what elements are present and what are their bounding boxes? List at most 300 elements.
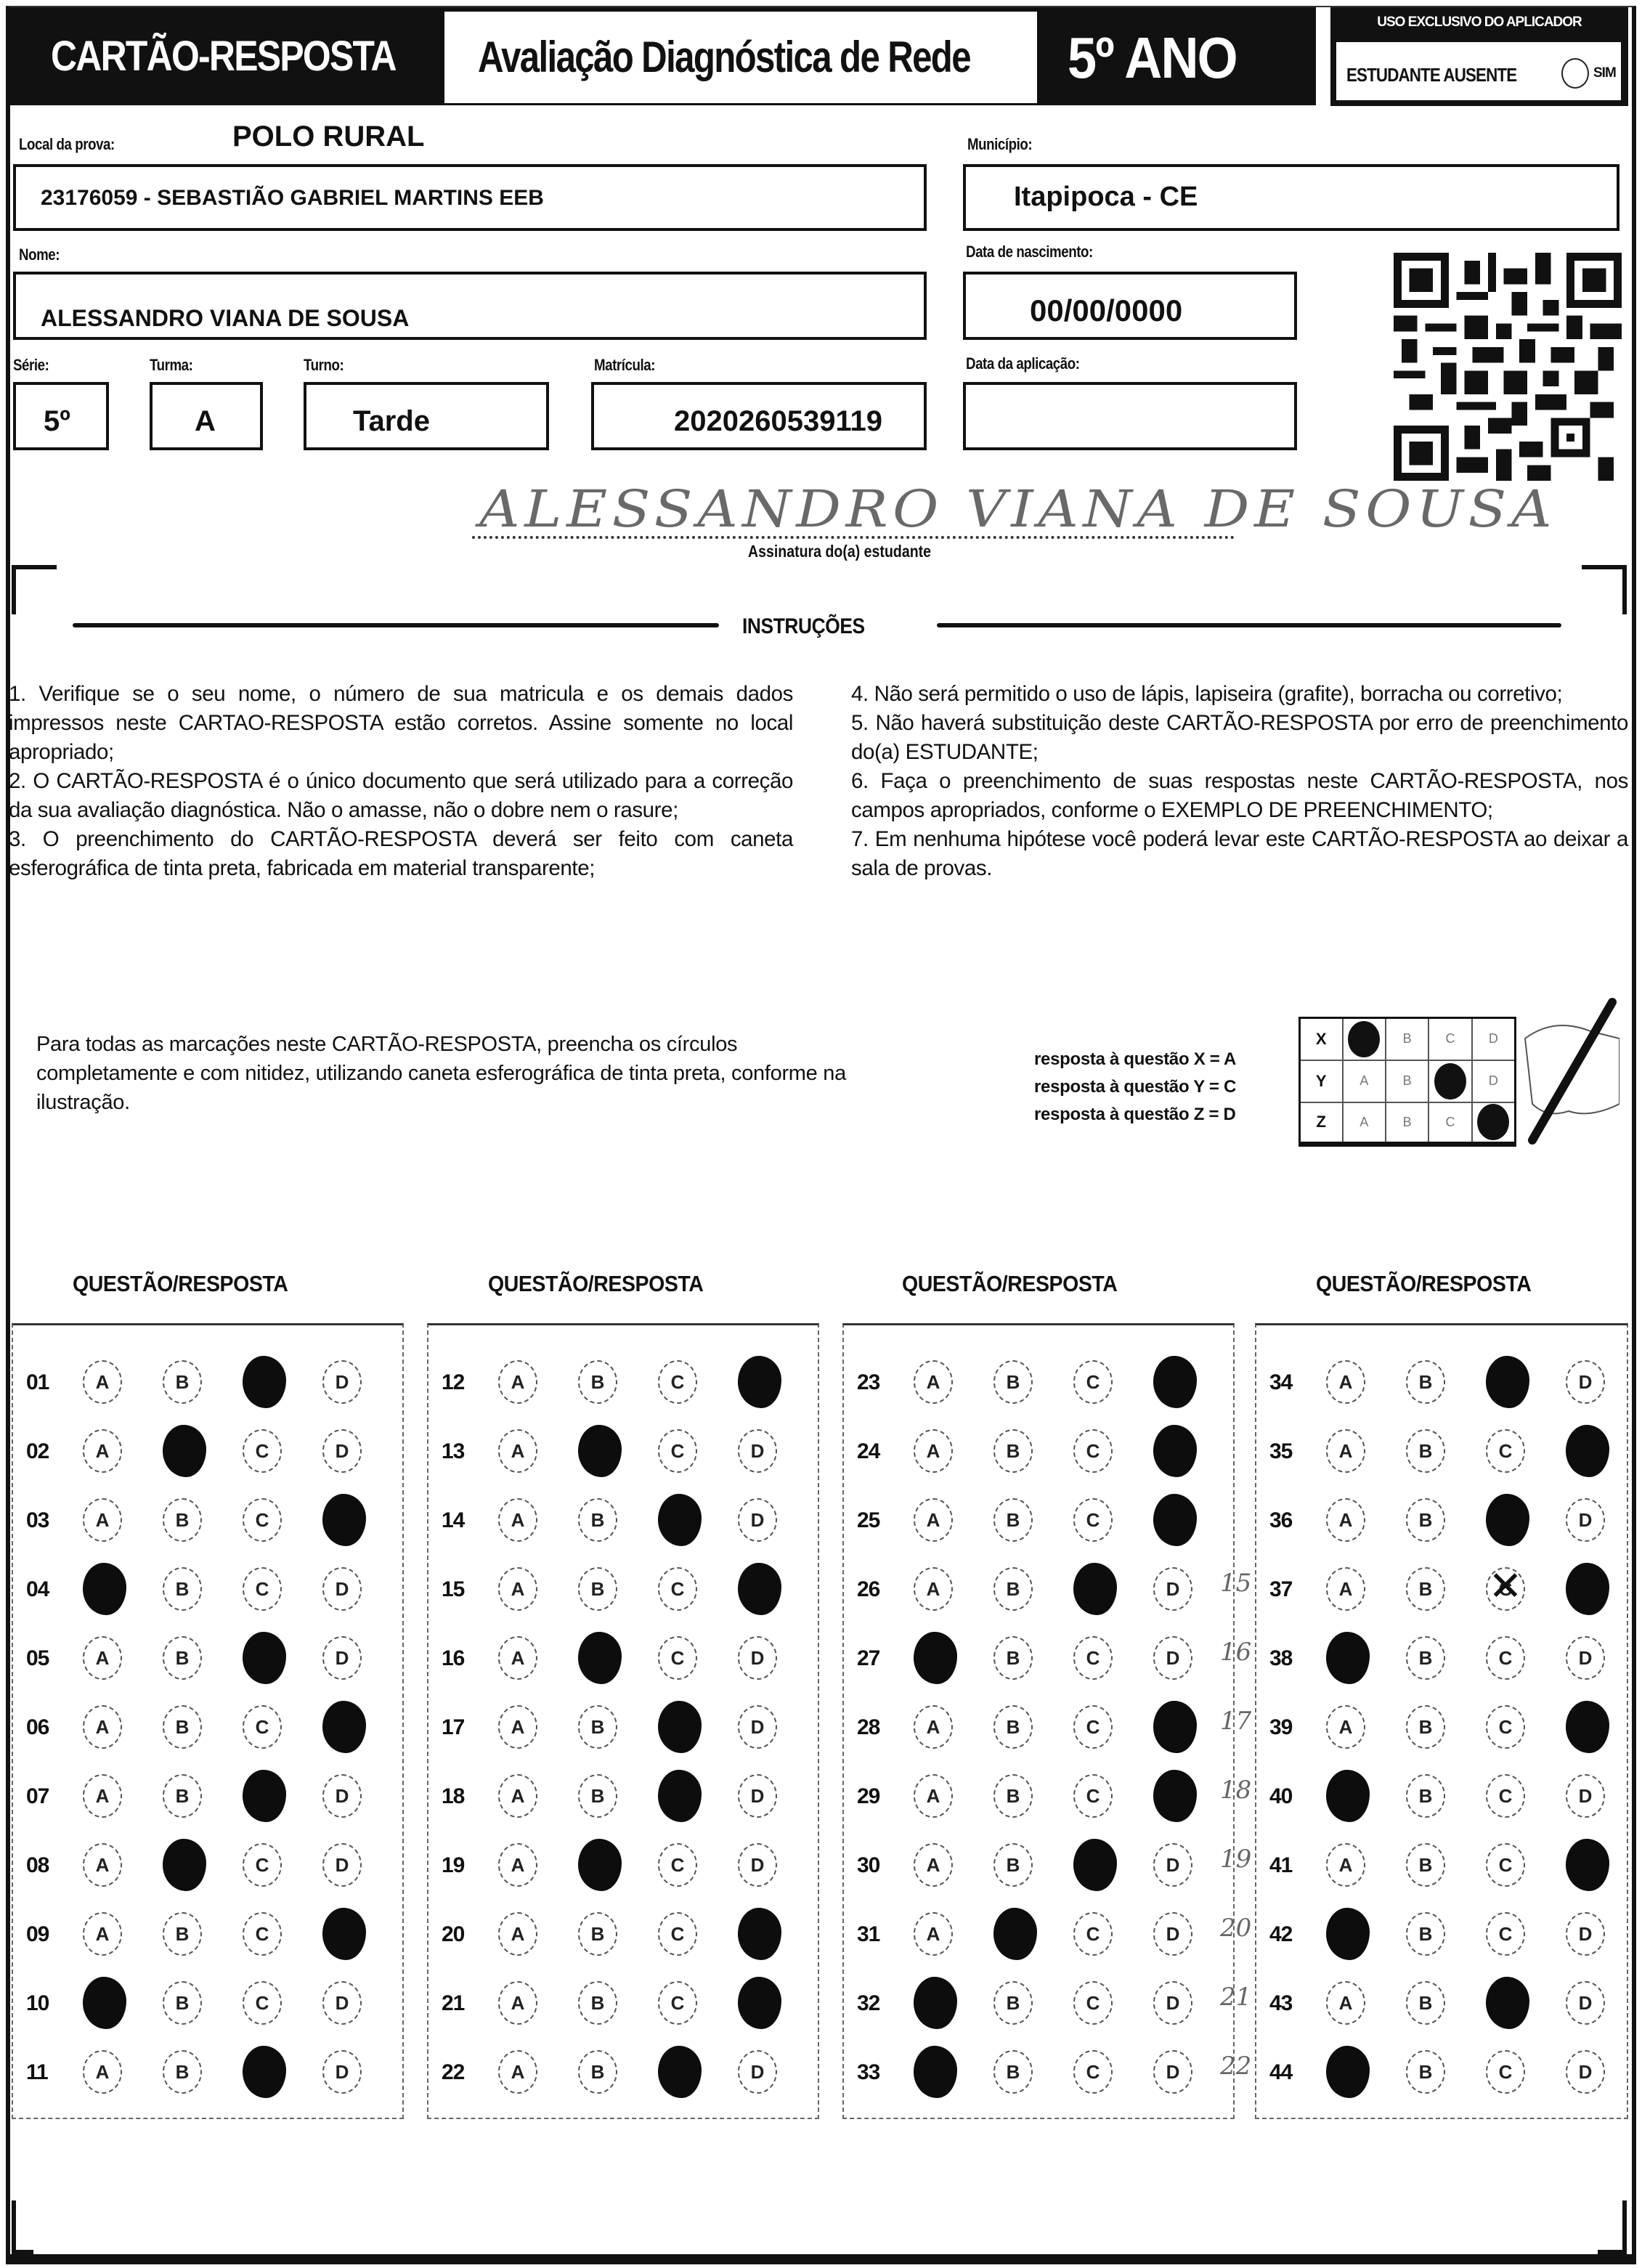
bubble-option-d[interactable]: D <box>1566 2050 1605 2094</box>
instruction-6: 6. Faça o preenchimento de suas respostas neste CARTÃO-RESPOSTA, nos campos apropriados, conforme o EXEMPLO DE PREENCHIMENTO; <box>851 769 1628 822</box>
bubble-option-c[interactable]: C <box>1073 1498 1113 1542</box>
question-row <box>844 1353 1233 1411</box>
question-row <box>844 1560 1233 1618</box>
bubble-option-d[interactable]: D <box>738 1774 777 1818</box>
bubble-option-c[interactable]: C <box>1073 1636 1113 1680</box>
bubble-option-a[interactable]: A <box>83 1843 122 1887</box>
bubble-option-c[interactable]: C <box>243 1981 282 2025</box>
question-number: 32 <box>857 1991 880 2015</box>
bubble-option-c[interactable]: C <box>1073 1705 1113 1749</box>
bubble-option-b[interactable]: B <box>163 1981 202 2025</box>
bubble-option-b[interactable]: B <box>163 1774 202 1818</box>
bubble-option-a[interactable]: A <box>914 1843 953 1887</box>
aplicacao-label: Data da aplicação: <box>966 354 1080 373</box>
bubble-option-b[interactable]: B <box>1406 1498 1445 1542</box>
bubble-option-c[interactable]: C <box>658 1360 697 1404</box>
bubble-option-a[interactable]: A <box>1326 1429 1365 1473</box>
bubble-filled-c[interactable] <box>1486 1494 1529 1546</box>
bubble-filled-c[interactable] <box>243 1770 286 1822</box>
bubble-filled-d[interactable] <box>1566 1425 1609 1477</box>
bubble-option-d[interactable]: D <box>1153 1567 1192 1611</box>
bubble-option-b[interactable]: B <box>578 1774 617 1818</box>
qr-code-icon <box>1393 253 1622 481</box>
bubble-filled-b[interactable] <box>578 1425 622 1477</box>
question-row <box>1256 1353 1627 1411</box>
bubble-option-a[interactable]: A <box>83 1360 122 1404</box>
bubble-option-b[interactable]: B <box>993 1498 1033 1542</box>
question-number: 29 <box>857 1784 880 1808</box>
bubble-option-d[interactable]: D <box>1566 1498 1605 1542</box>
question-number: 01 <box>26 1370 49 1394</box>
question-number: 15 <box>442 1577 465 1601</box>
bubble-option-d[interactable]: D <box>322 1360 362 1404</box>
bubble-option-a[interactable]: A <box>914 1912 953 1956</box>
handwritten-margin-note: 21 <box>1220 1983 1252 2012</box>
bubble-option-a[interactable]: A <box>498 1567 537 1611</box>
bubble-filled-d[interactable] <box>322 1494 366 1546</box>
question-row <box>1256 1698 1627 1756</box>
question-number: 27 <box>857 1646 880 1670</box>
bubble-option-d[interactable]: D <box>322 2050 362 2094</box>
bubble-option-d[interactable]: D <box>1566 1981 1605 2025</box>
bubble-option-c[interactable]: C <box>1486 1705 1525 1749</box>
question-row <box>428 1767 818 1825</box>
bubble-filled-d[interactable] <box>1566 1839 1609 1891</box>
example-option: C <box>1428 1102 1472 1145</box>
absent-label: ESTUDANTE AUSENTE <box>1346 64 1517 86</box>
question-number: 03 <box>26 1508 49 1532</box>
bubble-option-a[interactable]: A <box>498 1774 537 1818</box>
matricula-label: Matrícula: <box>594 356 656 374</box>
bubble-filled-a[interactable] <box>1326 1632 1370 1684</box>
bubble-option-d[interactable]: D <box>738 1843 777 1887</box>
bubble-option-b[interactable]: B <box>163 1636 202 1680</box>
nascimento-field[interactable] <box>963 272 1297 340</box>
card-title: CARTÃO-RESPOSTA <box>51 33 396 80</box>
school-field[interactable] <box>13 164 927 231</box>
bubble-option-a[interactable]: A <box>498 1843 537 1887</box>
question-row <box>1256 1905 1627 1963</box>
bubble-filled-d[interactable] <box>322 1701 366 1753</box>
bubble-option-d[interactable]: D <box>1566 1360 1605 1404</box>
instruction-4: 4. Não será permitido o uso de lápis, lapiseira (grafite), borracha ou corretivo; <box>851 682 1563 706</box>
bubble-option-d[interactable]: D <box>1153 1981 1192 2025</box>
bubble-option-b[interactable]: B <box>1406 1705 1445 1749</box>
instruction-5: 5. Não haverá substituição deste CARTÃO-RESPOSTA por erro de preenchimento do(a) ESTUDANTE; <box>851 711 1628 764</box>
bubble-option-c[interactable]: C <box>1486 1912 1525 1956</box>
bubble-option-c[interactable]: C <box>1073 1774 1113 1818</box>
question-number: 31 <box>857 1922 880 1946</box>
bubble-option-b[interactable]: B <box>1406 1843 1445 1887</box>
question-row <box>13 1353 402 1411</box>
bubble-option-c[interactable]: C <box>1073 1981 1113 2025</box>
example-row <box>1300 1018 1516 1060</box>
instruction-3: 3. O preenchimento do CARTÃO-RESPOSTA deverá ser feito com caneta esferográfica de tinta preta, fabricada em material transparente; <box>9 827 793 880</box>
instruction-7: 7. Em nenhuma hipótese você poderá levar este CARTÃO-RESPOSTA ao deixar a sala de provas. <box>851 827 1628 880</box>
bubble-option-c[interactable]: C <box>243 1429 282 1473</box>
bubble-option-b[interactable]: B <box>1406 1912 1445 1956</box>
bubble-option-c[interactable]: C <box>1486 1774 1525 1818</box>
polo-value: POLO RURAL <box>232 121 425 153</box>
question-number: 23 <box>857 1370 880 1394</box>
bubble-filled-d[interactable] <box>1566 1701 1609 1753</box>
answer-block-1 <box>12 1323 404 2119</box>
example-option: A <box>1343 1102 1386 1145</box>
bubble-option-a[interactable]: A <box>498 1636 537 1680</box>
question-row <box>844 2043 1233 2101</box>
question-row <box>428 1905 818 1963</box>
bubble-option-d[interactable]: D <box>322 1636 362 1680</box>
turno-label: Turno: <box>304 356 344 374</box>
bubble-option-b[interactable]: B <box>163 1567 202 1611</box>
bubble-option-a[interactable]: A <box>498 1981 537 2025</box>
bubble-option-a[interactable]: A <box>498 1705 537 1749</box>
question-number: 20 <box>442 1922 465 1946</box>
question-row <box>844 1491 1233 1549</box>
bubble-filled-c[interactable] <box>1486 1356 1529 1408</box>
bubble-option-d[interactable]: D <box>1153 1636 1192 1680</box>
bubble-option-a[interactable]: A <box>914 1567 953 1611</box>
example-legend-y: resposta à questão Y = C <box>1034 1077 1237 1097</box>
serie-value: 5º <box>44 405 70 437</box>
bubble-filled-c[interactable] <box>658 1770 702 1822</box>
question-number: 33 <box>857 2060 880 2084</box>
question-number: 28 <box>857 1715 880 1739</box>
column-header-4: QUESTÃO/RESPOSTA <box>1316 1271 1532 1296</box>
question-number: 06 <box>26 1715 49 1739</box>
bubble-option-c[interactable]: C <box>1486 1843 1525 1887</box>
bubble-option-a[interactable]: A <box>498 1429 537 1473</box>
bubble-option-b[interactable]: B <box>578 1912 617 1956</box>
answer-block-2 <box>427 1323 819 2119</box>
bubble-option-d[interactable]: D <box>738 1429 777 1473</box>
bubble-filled-c[interactable] <box>243 1632 286 1684</box>
bubble-option-a[interactable]: A <box>83 2050 122 2094</box>
matricula-field[interactable] <box>591 382 927 450</box>
bubble-option-c[interactable]: C <box>243 1912 282 1956</box>
aplicador-title: USO EXCLUSIVO DO APLICADOR <box>1377 15 1582 30</box>
bubble-option-b[interactable]: B <box>1406 1567 1445 1611</box>
bubble-filled-b[interactable] <box>993 1908 1037 1960</box>
bubble-option-b[interactable]: B <box>578 1498 617 1542</box>
bubble-option-d[interactable]: D <box>1153 2050 1192 2094</box>
instruction-1: 1. Verifique se o seu nome, o número de sua matricula e os demais dados impressos neste CARTAO-RESPOSTA estão corretos. Assine somente no local apropriado; <box>9 682 793 764</box>
bubble-option-b[interactable]: B <box>163 1912 202 1956</box>
bubble-option-d[interactable]: D <box>738 1636 777 1680</box>
exam-subtitle: Avaliação Diagnóstica de Rede <box>478 33 970 81</box>
bubble-option-b[interactable]: B <box>1406 1981 1445 2025</box>
bubble-option-c[interactable]: C <box>243 1567 282 1611</box>
bubble-filled-a[interactable] <box>1326 2046 1370 2098</box>
bubble-filled-b[interactable] <box>578 1632 622 1684</box>
turma-value: A <box>195 405 216 437</box>
bubble-filled-d[interactable] <box>1153 1425 1197 1477</box>
bubble-option-a[interactable]: A <box>1326 1981 1365 2025</box>
example-option: B <box>1386 1060 1428 1102</box>
bubble-option-b[interactable]: B <box>1406 2050 1445 2094</box>
question-number: 39 <box>1269 1715 1293 1739</box>
bubble-filled-b[interactable] <box>163 1839 206 1891</box>
bubble-filled-a[interactable] <box>1326 1908 1370 1960</box>
serie-field[interactable] <box>13 382 109 450</box>
turma-field[interactable] <box>150 382 263 450</box>
bubble-option-a[interactable]: A <box>83 1774 122 1818</box>
handwritten-margin-note: 17 <box>1220 1707 1252 1736</box>
example-legend-x: resposta à questão X = A <box>1034 1049 1237 1069</box>
bubble-option-b[interactable]: B <box>1406 1636 1445 1680</box>
bubble-option-c[interactable]: C <box>658 1636 697 1680</box>
bubble-option-b[interactable]: B <box>578 2050 617 2094</box>
aplicador-box <box>1330 7 1628 106</box>
example-option: A <box>1343 1060 1386 1102</box>
question-row <box>1256 1629 1627 1687</box>
bubble-option-a[interactable]: A <box>914 1774 953 1818</box>
bubble-option-d[interactable]: D <box>1566 1636 1605 1680</box>
bubble-filled-d[interactable] <box>1153 1356 1197 1408</box>
bubble-option-d[interactable]: D <box>1153 1912 1192 1956</box>
signature-line[interactable] <box>472 536 1235 539</box>
municipio-label: Município: <box>967 135 1033 153</box>
filled-circle-icon <box>1348 1021 1380 1057</box>
question-number: 17 <box>442 1715 465 1739</box>
turno-value: Tarde <box>353 405 430 437</box>
bubble-option-d[interactable]: D <box>738 1498 777 1542</box>
bubble-option-d[interactable]: D <box>1153 1843 1192 1887</box>
bubble-option-a[interactable]: A <box>914 1705 953 1749</box>
question-row <box>13 1422 402 1480</box>
question-row <box>844 1974 1233 2032</box>
bubble-option-a[interactable]: A <box>1326 1705 1365 1749</box>
bubble-option-d[interactable]: D <box>1566 1912 1605 1956</box>
bubble-option-b[interactable]: B <box>993 1843 1033 1887</box>
question-row <box>13 1629 402 1687</box>
bubble-option-d[interactable]: D <box>738 1705 777 1749</box>
municipio-field[interactable] <box>963 164 1619 231</box>
bubble-option-c[interactable]: C <box>1073 2050 1113 2094</box>
handwritten-margin-note: 22 <box>1220 2052 1252 2081</box>
example-row <box>1300 1102 1516 1145</box>
bubble-option-d[interactable]: D <box>738 2050 777 2094</box>
bubble-option-b[interactable]: B <box>993 1360 1033 1404</box>
question-number: 08 <box>26 1853 49 1877</box>
bubble-option-c[interactable]: C <box>658 1429 697 1473</box>
bubble-filled-d[interactable] <box>738 1977 781 2029</box>
bubble-option-b[interactable]: B <box>993 1636 1033 1680</box>
bubble-filled-c[interactable] <box>658 1701 702 1753</box>
bubble-option-a[interactable]: A <box>83 1912 122 1956</box>
bubble-option-a[interactable]: A <box>498 2050 537 2094</box>
question-number: 04 <box>26 1577 49 1601</box>
bubble-filled-c[interactable] <box>1073 1839 1117 1891</box>
bubble-filled-c[interactable] <box>658 1494 702 1546</box>
bubble-filled-a[interactable] <box>914 1977 957 2029</box>
bubble-option-c[interactable]: C <box>1486 1636 1525 1680</box>
bubble-option-d[interactable]: D <box>322 1843 362 1887</box>
bubble-option-b[interactable]: B <box>1406 1429 1445 1473</box>
question-number: 37 <box>1269 1577 1293 1601</box>
bubble-filled-d[interactable] <box>738 1908 781 1960</box>
bubble-option-d[interactable]: D <box>322 1429 362 1473</box>
handwritten-margin-note: 18 <box>1220 1776 1252 1805</box>
question-row <box>844 1905 1233 1963</box>
bubble-option-a[interactable]: A <box>498 1498 537 1542</box>
bubble-option-a[interactable]: A <box>83 1705 122 1749</box>
municipio-value: Itapipoca - CE <box>1014 182 1198 212</box>
absent-radio[interactable] <box>1561 58 1589 89</box>
bubble-option-a[interactable]: A <box>914 1498 953 1542</box>
school-value: 23176059 - SEBASTIÃO GABRIEL MARTINS EEB <box>41 186 544 210</box>
question-number: 42 <box>1269 1922 1293 1946</box>
question-row <box>13 1491 402 1549</box>
question-number: 26 <box>857 1577 880 1601</box>
bubble-option-d[interactable]: D <box>1566 1774 1605 1818</box>
bubble-option-b[interactable]: B <box>993 1705 1033 1749</box>
example-question-id: Z <box>1300 1102 1343 1145</box>
example-question-id: X <box>1300 1018 1343 1060</box>
bubble-option-c[interactable]: C ✕ <box>1486 1567 1525 1611</box>
aplicacao-field[interactable] <box>963 382 1297 450</box>
bubble-option-b[interactable]: B <box>578 1567 617 1611</box>
question-number: 10 <box>26 1991 49 2015</box>
bubble-option-c[interactable]: C <box>658 1912 697 1956</box>
bubble-option-b[interactable]: B <box>578 1705 617 1749</box>
bubble-option-c[interactable]: C <box>1486 2050 1525 2094</box>
bubble-filled-c[interactable] <box>243 2046 286 2098</box>
bubble-filled-a[interactable] <box>83 1977 126 2029</box>
absent-option-label: SIM <box>1593 65 1616 81</box>
bubble-filled-c[interactable] <box>658 2046 702 2098</box>
example-filled-bubble <box>1428 1060 1472 1102</box>
bubble-option-a[interactable]: A <box>83 1498 122 1542</box>
matricula-value: 2020260539119 <box>674 405 882 437</box>
question-row <box>1256 1767 1627 1825</box>
bubble-filled-d[interactable] <box>1153 1770 1197 1822</box>
handwritten-margin-note: 19 <box>1220 1845 1252 1874</box>
instruction-2: 2. O CARTÃO-RESPOSTA é o único documento que será utilizado para a correção da sua avaliação diagnóstica. Não o amasse, não o dobre nem o rasure; <box>9 769 793 822</box>
bubble-option-b[interactable]: B <box>163 2050 202 2094</box>
question-number: 07 <box>26 1784 49 1808</box>
example-option: C <box>1428 1018 1472 1060</box>
bubble-option-c[interactable]: C <box>1073 1912 1113 1956</box>
example-filled-bubble <box>1343 1018 1386 1060</box>
bubble-option-c[interactable]: C <box>1486 1429 1525 1473</box>
question-number: 25 <box>857 1508 880 1532</box>
example-option: D <box>1472 1018 1516 1060</box>
question-number: 44 <box>1269 2060 1293 2084</box>
bubble-option-a[interactable]: A <box>498 1912 537 1956</box>
question-number: 22 <box>442 2060 465 2084</box>
question-row <box>428 1836 818 1894</box>
bubble-option-d[interactable]: D <box>322 1774 362 1818</box>
bubble-option-b[interactable]: B <box>993 1774 1033 1818</box>
bubble-option-b[interactable]: B <box>163 1360 202 1404</box>
question-row <box>428 1491 818 1549</box>
nome-field[interactable] <box>13 272 927 340</box>
bubble-option-b[interactable]: B <box>1406 1360 1445 1404</box>
bubble-option-b[interactable]: B <box>578 1981 617 2025</box>
bubble-option-b[interactable]: B <box>993 2050 1033 2094</box>
question-number: 18 <box>442 1784 465 1808</box>
bubble-option-a[interactable]: A <box>1326 1843 1365 1887</box>
bubble-option-b[interactable]: B <box>163 1498 202 1542</box>
bubble-option-d[interactable]: D <box>322 1567 362 1611</box>
instructions-divider-left <box>73 623 719 627</box>
bubble-option-d[interactable]: D <box>322 1981 362 2025</box>
bubble-filled-a[interactable] <box>914 1632 957 1684</box>
bubble-filled-d[interactable] <box>1566 1563 1609 1615</box>
fill-instructions: Para todas as marcações neste CARTÃO-RESPOSTA, preencha os círculos completamente e com nitidez, utilizando caneta esferográfica de tinta preta, conforme na ilustração. <box>36 1033 846 1114</box>
bubble-option-c[interactable]: C <box>243 1843 282 1887</box>
bubble-option-a[interactable]: A <box>914 1360 953 1404</box>
bubble-filled-c[interactable] <box>1073 1563 1117 1615</box>
bubble-option-b[interactable]: B <box>993 1567 1033 1611</box>
bubble-option-c[interactable]: C <box>658 1981 697 2025</box>
question-number: 40 <box>1269 1784 1293 1808</box>
bubble-option-a[interactable]: A <box>498 1360 537 1404</box>
absent-field <box>1335 41 1622 102</box>
bubble-option-a[interactable]: A <box>1326 1567 1365 1611</box>
column-header-3: QUESTÃO/RESPOSTA <box>902 1271 1118 1296</box>
bubble-option-a[interactable]: A <box>83 1636 122 1680</box>
question-number: 02 <box>26 1439 49 1463</box>
bubble-filled-d[interactable] <box>1153 1701 1197 1753</box>
bubble-option-a[interactable]: A <box>914 1429 953 1473</box>
turno-field[interactable] <box>304 382 549 450</box>
bubble-option-b[interactable]: B <box>993 1981 1033 2025</box>
bubble-filled-c[interactable] <box>1486 1977 1529 2029</box>
bubble-filled-c[interactable] <box>243 1356 286 1408</box>
bubble-filled-d[interactable] <box>738 1356 781 1408</box>
handwritten-margin-note: 20 <box>1220 1914 1252 1943</box>
bubble-option-a[interactable]: A <box>1326 1498 1365 1542</box>
signature-caption: Assinatura do(a) estudante <box>748 542 932 561</box>
bubble-option-c[interactable]: C <box>658 1843 697 1887</box>
bubble-option-c[interactable]: C <box>243 1498 282 1542</box>
instructions-title: INSTRUÇÕES <box>742 614 865 638</box>
bubble-option-a[interactable]: A <box>83 1429 122 1473</box>
bubble-option-b[interactable]: B <box>993 1429 1033 1473</box>
question-row <box>844 1836 1233 1894</box>
bubble-filled-d[interactable] <box>1153 1494 1197 1546</box>
pen-hand-icon <box>1511 995 1619 1162</box>
local-label: Local da prova: <box>19 135 115 153</box>
bubble-option-a[interactable]: A <box>1326 1360 1365 1404</box>
bubble-filled-a[interactable] <box>83 1563 126 1615</box>
question-number: 14 <box>442 1508 465 1532</box>
bubble-filled-d[interactable] <box>322 1908 366 1960</box>
bubble-filled-d[interactable] <box>738 1563 781 1615</box>
nascimento-label: Data de nascimento: <box>966 243 1093 261</box>
bubble-option-c[interactable]: C <box>658 1567 697 1611</box>
bubble-option-c[interactable]: C <box>1073 1429 1113 1473</box>
bubble-option-b[interactable]: B <box>578 1360 617 1404</box>
bubble-filled-a[interactable] <box>914 2046 957 2098</box>
bubble-option-c[interactable]: C <box>243 1705 282 1749</box>
example-row <box>1300 1060 1516 1102</box>
question-row <box>1256 2043 1627 2101</box>
question-row <box>13 1836 402 1894</box>
bubble-option-c[interactable]: C <box>1073 1360 1113 1404</box>
bubble-filled-b[interactable] <box>163 1425 206 1477</box>
bubble-filled-a[interactable] <box>1326 1770 1370 1822</box>
handwritten-signature: ALESSANDRO VIANA DE SOUSA <box>479 479 1557 539</box>
column-header-2: QUESTÃO/RESPOSTA <box>488 1271 704 1296</box>
bubble-option-b[interactable]: B <box>1406 1774 1445 1818</box>
bubble-filled-b[interactable] <box>578 1839 622 1891</box>
serie-label: Série: <box>13 356 49 374</box>
bubble-option-b[interactable]: B <box>163 1705 202 1749</box>
question-number: 34 <box>1269 1370 1293 1394</box>
